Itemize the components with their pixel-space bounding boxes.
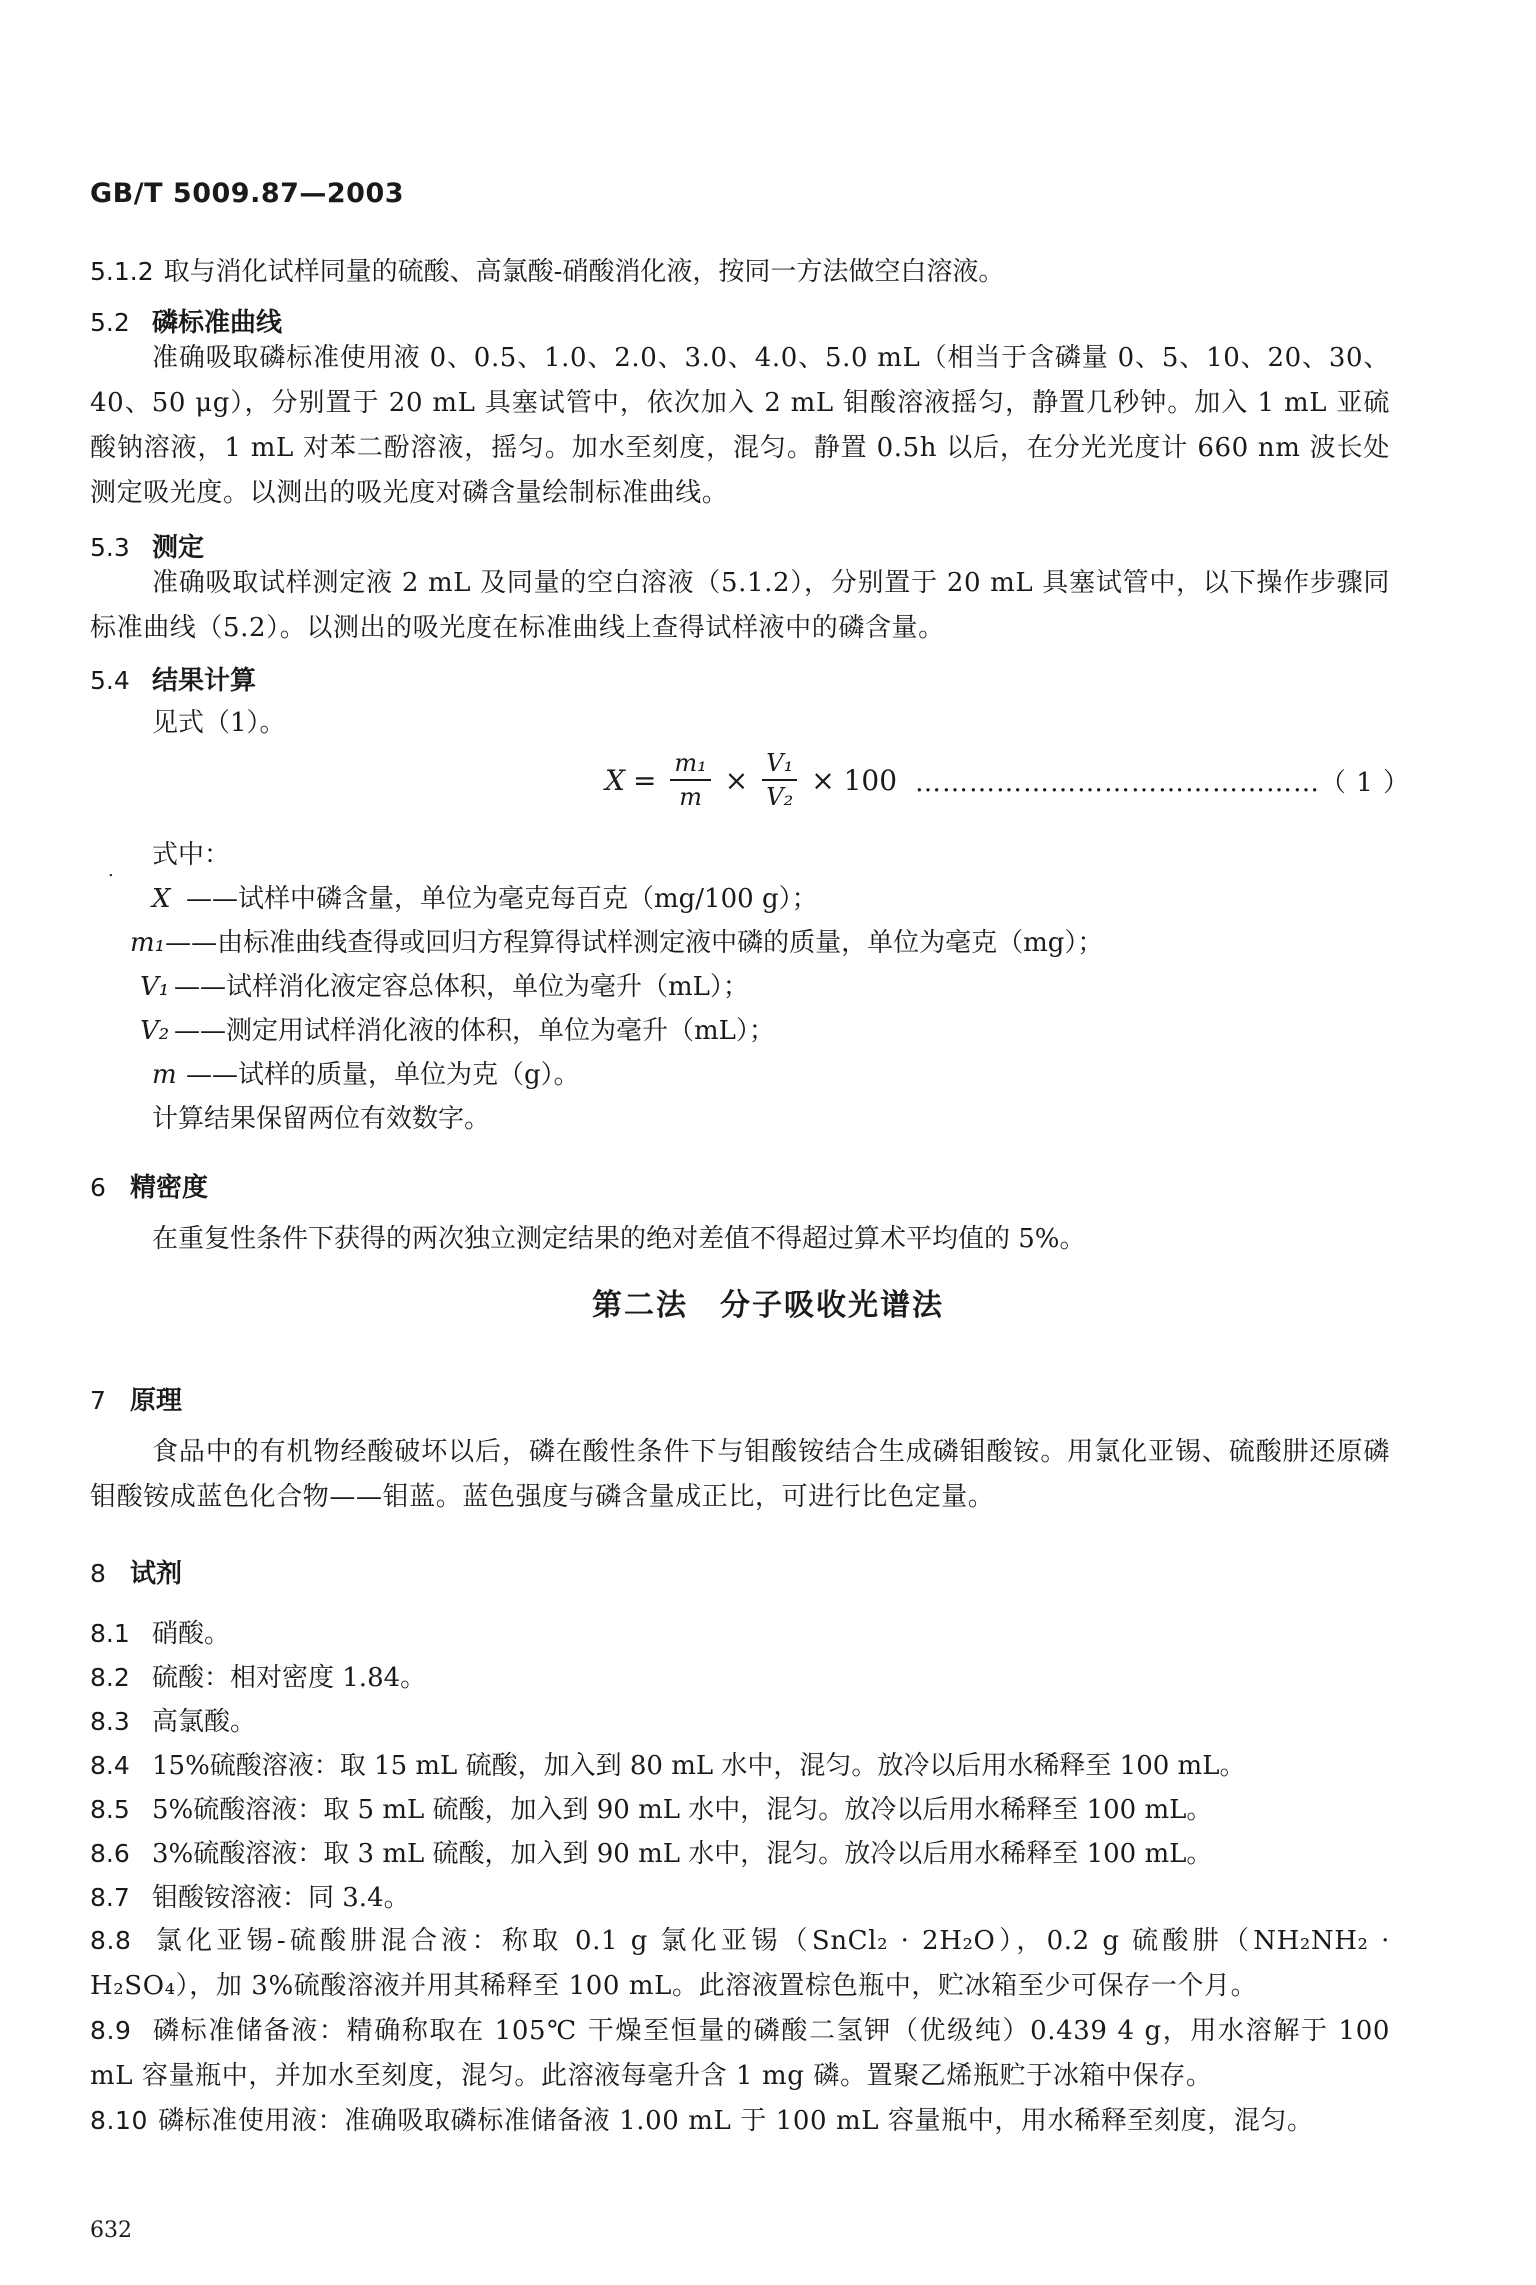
definition-dash: —— (174, 972, 226, 1002)
reagent-8-10 (90, 2098, 1390, 2144)
reagent-text: 5%硫酸溶液：取 5 mL 硫酸，加入到 90 mL 水中，混匀。放冷以后用水稀释至 100 mL。 (152, 1795, 1213, 1825)
section-number: 5.3 (90, 533, 130, 562)
reagent-number: 8.9 (90, 2016, 132, 2045)
fraction-mass (670, 749, 710, 811)
formula-leader-dots: ……………………………………… (915, 768, 1320, 798)
formula-1 (605, 735, 905, 825)
section-6-body: 在重复性条件下获得的两次独立测定结果的绝对差值不得超过算术平均值的 5%。 (152, 1224, 1086, 1254)
reagent-text: 硝酸。 (152, 1619, 231, 1649)
fraction-numerator: m₁ (670, 749, 710, 781)
reagent-8-7 (90, 1881, 410, 1915)
section-7-body: 食品中的有机物经酸破坏以后，磷在酸性条件下与钼酸铵结合生成磷钼酸铵。用氯化亚锡、硫酸肼还原磷钼酸铵成蓝色化合物——钼蓝。蓝色强度与磷含量成正比，可进行比色定量。 (90, 1437, 1390, 1512)
definition-text: 由标准曲线查得或回归方程算得试样测定液中磷的质量，单位为毫克（mg）； (217, 928, 1104, 958)
reagent-number: 8.1 (90, 1619, 130, 1648)
page-number: 632 (90, 2218, 132, 2243)
section-number: 5.2 (90, 308, 130, 337)
reagent-8-3 (90, 1705, 256, 1739)
where-label: 式中： (152, 840, 231, 870)
reagent-number: 8.7 (90, 1883, 130, 1912)
reagent-8-4 (90, 1749, 1245, 1783)
definition-text: 试样的质量，单位为克（g）。 (238, 1060, 580, 1090)
definition-symbol: m (152, 1060, 177, 1090)
reagent-8-9 (90, 2008, 1390, 2099)
formula-equals: = (632, 763, 657, 797)
definition-symbol: m₁ (130, 928, 166, 958)
formula-leader-and-label (915, 762, 1410, 799)
formula-factor: × 100 (811, 763, 898, 797)
reagent-8-2 (90, 1661, 426, 1695)
section-number: 8 (90, 1559, 106, 1588)
reagent-text: 磷标准使用液：准确吸取磷标准储备液 1.00 mL 于 100 mL 容量瓶中，用水稀释至刻度，混匀。 (158, 2106, 1314, 2136)
section-title: 结果计算 (152, 666, 257, 696)
reagent-text: 高氯酸。 (152, 1707, 257, 1737)
reagent-8-1 (90, 1617, 230, 1651)
reagent-text: 硫酸：相对密度 1.84。 (152, 1663, 427, 1693)
section-title: 精密度 (130, 1173, 209, 1203)
clause-text: 取与消化试样同量的硫酸、高氯酸-硝酸消化液，按同一方法做空白溶液。 (163, 257, 1005, 287)
reagent-number: 8.3 (90, 1707, 130, 1736)
reagent-8-5 (90, 1793, 1212, 1827)
definition-dash: —— (165, 928, 218, 958)
section-number: 7 (90, 1386, 106, 1415)
definition-v1 (140, 970, 749, 1004)
fraction-denominator: V₂ (766, 783, 794, 811)
reagent-8-6 (90, 1837, 1212, 1871)
definition-x (152, 882, 818, 916)
section-number: 5.4 (90, 666, 130, 695)
definition-dash: —— (186, 1060, 238, 1090)
fraction-volume (762, 749, 797, 811)
standard-code-header: GB/T 5009.87—2003 (90, 178, 405, 209)
formula-number: （ 1 ） (1320, 768, 1411, 798)
definition-text: 试样消化液定容总体积，单位为毫升（mL）； (226, 972, 749, 1002)
definition-m1 (130, 926, 1103, 960)
definition-m (152, 1058, 580, 1092)
definition-text: 测定用试样消化液的体积，单位为毫升（mL）； (226, 1016, 775, 1046)
section-5-3-body: 准确吸取试样测定液 2 mL 及同量的空白溶液（5.1.2），分别置于 20 mL 具塞试管中，以下操作步骤同标准曲线（5.2）。以测出的吸光度在标准曲线上查得试样液中的磷含量。 (90, 568, 1390, 643)
definition-dash: —— (174, 1016, 226, 1046)
clause-5-1-2 (90, 255, 1004, 289)
reagent-text: 磷标准储备液：精确称取在 105℃ 干燥至恒量的磷酸二氢钾（优级纯）0.439 4 g，用水溶解于 100 mL 容量瓶中，并加水至刻度，混匀。此溶液每毫升含 1 mg 磷。置聚乙烯瓶贮于冰箱中保存。 (90, 2016, 1390, 2091)
reagent-text: 氯化亚锡-硫酸肼混合液：称取 0.1 g 氯化亚锡（SnCl₂ · 2H₂O），0.2 g 硫酸肼（NH₂NH₂ · H₂SO₄），加 3%硫酸溶液并用其稀释至 100 mL。此溶液置棕色瓶中，贮冰箱至少可保存一个月。 (90, 1926, 1390, 2001)
reagent-number: 8.4 (90, 1751, 130, 1780)
section-8-heading (90, 1553, 182, 1590)
reagent-number: 8.6 (90, 1839, 130, 1868)
reagent-8-8 (90, 1918, 1390, 2009)
definition-symbol: V₁ (140, 972, 170, 1002)
section-6-heading (90, 1167, 208, 1204)
section-5-2-heading (90, 302, 282, 339)
definition-symbol: X (152, 884, 171, 914)
definition-v2 (140, 1014, 775, 1048)
section-title: 磷标准曲线 (152, 308, 283, 338)
section-5-4-heading (90, 660, 256, 697)
fraction-denominator: m (679, 783, 702, 811)
definition-symbol: V₂ (140, 1016, 170, 1046)
formula-lhs: X (605, 763, 625, 797)
reagent-number: 8.5 (90, 1795, 130, 1824)
definition-text: 试样中磷含量，单位为毫克每百克（mg/100 g）； (238, 884, 818, 914)
section-title: 试剂 (130, 1559, 183, 1589)
formula-reference: 见式（1）。 (152, 708, 286, 738)
section-number: 6 (90, 1173, 106, 1202)
margin-mark: . (108, 860, 114, 881)
result-note: 计算结果保留两位有效数字。 (152, 1104, 491, 1134)
section-5-3-heading (90, 527, 204, 564)
reagent-text: 3%硫酸溶液：取 3 mL 硫酸，加入到 90 mL 水中，混匀。放冷以后用水稀释至 100 mL。 (152, 1839, 1213, 1869)
formula-times: × (724, 763, 749, 797)
definition-dash: —— (186, 884, 238, 914)
section-7-heading (90, 1380, 182, 1417)
section-title: 测定 (152, 533, 205, 563)
section-title: 原理 (130, 1386, 183, 1416)
section-5-2-body: 准确吸取磷标准使用液 0、0.5、1.0、2.0、3.0、4.0、5.0 mL（相当于含磷量 0、5、10、20、30、40、50 μg），分别置于 20 mL 具塞试管中，依次加入 2 mL 钼酸溶液摇匀，静置几秒钟。加入 1 mL 亚硫酸钠溶液，1 mL 对苯二酚溶液，摇匀。加水至刻度，混匀。静置 0.5h 以后，在分光光度计 660 nm 波长处测定吸光度。以测出的吸光度对磷含量绘制标准曲线。 (90, 343, 1390, 508)
reagent-number: 8.2 (90, 1663, 130, 1692)
method-2-title: 第二法 分子吸收光谱法 (592, 1288, 944, 1323)
reagent-number: 8.8 (90, 1926, 132, 1955)
clause-number: 5.1.2 (90, 257, 154, 286)
fraction-numerator: V₁ (762, 749, 797, 781)
reagent-text: 15%硫酸溶液：取 15 mL 硫酸，加入到 80 mL 水中，混匀。放冷以后用水稀释至 100 mL。 (152, 1751, 1246, 1781)
reagent-number: 8.10 (90, 2106, 149, 2135)
reagent-text: 钼酸铵溶液：同 3.4。 (152, 1883, 410, 1913)
